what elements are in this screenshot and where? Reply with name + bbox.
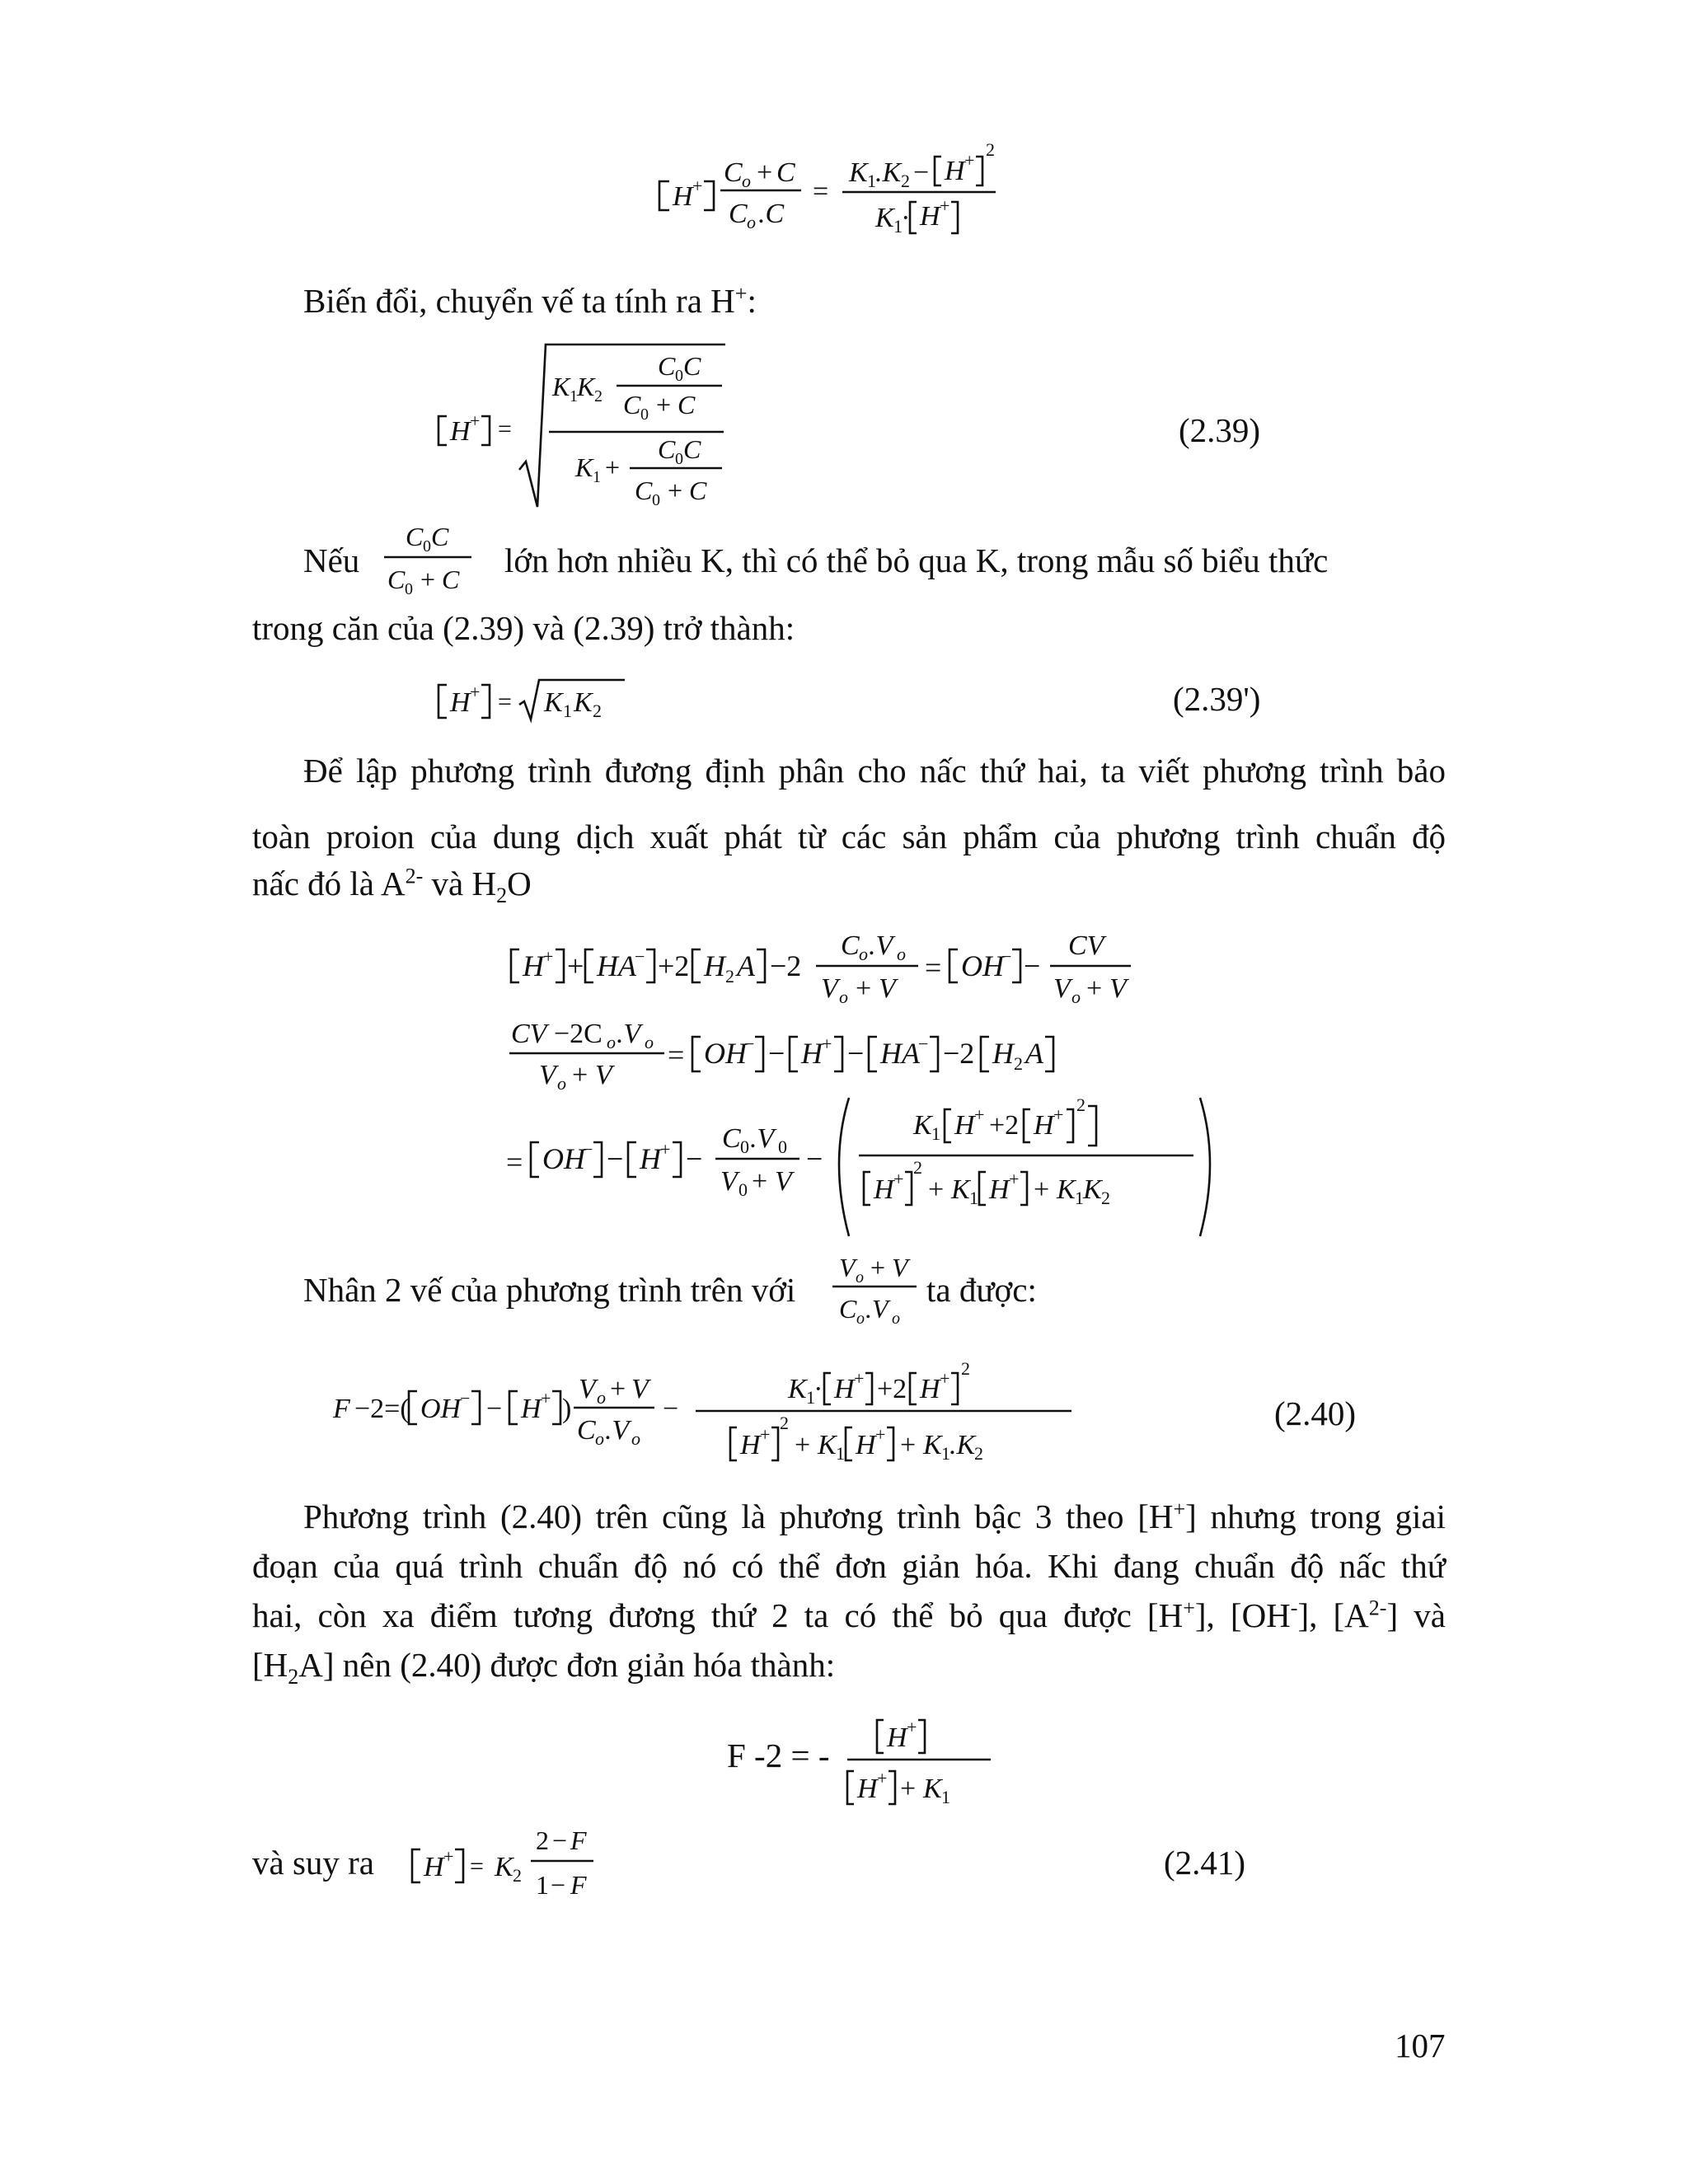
svg-text:C: C — [722, 1123, 741, 1154]
svg-text:+: + — [543, 946, 554, 967]
svg-text:OH: OH — [704, 1037, 747, 1070]
svg-text:1: 1 — [593, 468, 601, 486]
equation-proton-balance — [503, 915, 1228, 1253]
svg-text:+: + — [605, 452, 621, 482]
svg-text:H: H — [640, 1142, 661, 1175]
svg-text:H: H — [992, 1037, 1014, 1070]
svg-text:1: 1 — [563, 701, 572, 721]
svg-text:K: K — [875, 203, 894, 233]
svg-text:=: = — [925, 951, 942, 984]
svg-text:+: + — [752, 1166, 768, 1197]
svg-text:C: C — [839, 1294, 857, 1324]
svg-text:−: − — [607, 1142, 624, 1175]
paragraph-3-line1: Để lập phương trình đương định phân cho nấc thứ hai, ta viết phương trình bảo — [303, 752, 1446, 790]
svg-text:−: − — [1001, 946, 1012, 967]
paragraph-5-line1: Phương trình (2.40) trên cũng là phương trình bậc 3 theo [H+] nhưng trong giai — [303, 1497, 1446, 1535]
svg-text:+: + — [870, 1253, 886, 1282]
svg-text:CV: CV — [1068, 930, 1104, 961]
svg-text:o: o — [892, 1310, 900, 1328]
svg-text:V: V — [821, 973, 838, 1004]
inline-fraction-vo-v — [828, 1249, 926, 1331]
svg-text:K: K — [788, 1374, 807, 1404]
svg-text:o: o — [859, 944, 868, 964]
svg-text:+: + — [760, 1424, 771, 1445]
svg-text:1: 1 — [1075, 1188, 1084, 1208]
svg-text:−2C: −2C — [554, 1019, 603, 1049]
svg-text:.C: .C — [758, 199, 785, 229]
svg-text:C: C — [724, 157, 743, 188]
equation-2-39-prime — [429, 672, 643, 729]
svg-text:o: o — [645, 1032, 654, 1052]
svg-text:C: C — [729, 199, 748, 229]
svg-text:K: K — [577, 372, 595, 401]
svg-text:2: 2 — [513, 1865, 522, 1886]
svg-text:+: + — [795, 1430, 811, 1460]
svg-text:+: + — [656, 390, 672, 419]
svg-text:2: 2 — [725, 966, 734, 987]
svg-text:A: A — [1025, 1037, 1043, 1070]
svg-text:1: 1 — [806, 1387, 815, 1408]
paragraph-4-end: ta được: — [926, 1271, 1037, 1309]
svg-text:C: C — [678, 390, 696, 419]
svg-text:A: A — [737, 949, 755, 982]
svg-text:−: − — [913, 157, 930, 188]
equation-top — [651, 136, 1047, 255]
svg-text:F: F — [570, 1825, 587, 1855]
svg-text:H: H — [874, 1174, 894, 1205]
svg-text:2: 2 — [986, 139, 995, 160]
svg-text:1: 1 — [941, 1787, 950, 1807]
svg-text:.V: .V — [617, 1019, 641, 1049]
svg-text:+: + — [470, 682, 481, 702]
svg-text:−: − — [552, 1825, 568, 1855]
svg-text:−: − — [847, 1037, 865, 1070]
svg-text:+: + — [668, 476, 683, 505]
svg-text:·: · — [902, 203, 909, 233]
svg-text:o: o — [595, 1428, 604, 1449]
svg-text:+2: +2 — [989, 1110, 1020, 1141]
svg-text:+: + — [875, 1424, 886, 1445]
svg-text:H: H — [424, 1852, 444, 1882]
svg-text:H: H — [989, 1174, 1010, 1205]
paragraph-1: Biến đổi, chuyển vế ta tính ra H+: — [303, 281, 757, 320]
svg-text:OH: OH — [542, 1142, 585, 1175]
svg-text:H: H — [856, 1430, 876, 1460]
svg-text:1: 1 — [969, 1188, 978, 1208]
svg-text:−: − — [918, 1033, 929, 1054]
paragraph-4-start: Nhân 2 vế của phương trình trên với — [303, 1271, 796, 1309]
svg-text:−: − — [583, 1139, 593, 1160]
svg-text:V: V — [879, 973, 896, 1004]
svg-text:−: − — [806, 1142, 823, 1175]
svg-text:o: o — [607, 1032, 616, 1052]
svg-text:H: H — [920, 1374, 940, 1404]
svg-text:+: + — [854, 1368, 865, 1389]
svg-text:K: K — [849, 157, 868, 188]
svg-text:C: C — [658, 434, 676, 464]
svg-text:=: = — [668, 1038, 685, 1071]
svg-text:H: H — [857, 1774, 878, 1804]
svg-text:2: 2 — [1014, 1053, 1023, 1074]
svg-text:C: C — [689, 476, 707, 505]
svg-text:−2: −2 — [770, 949, 802, 982]
svg-text:K: K — [951, 1174, 970, 1205]
svg-text:=: = — [506, 1146, 523, 1179]
svg-text:+: + — [964, 150, 975, 171]
svg-text:K: K — [1057, 1174, 1076, 1205]
svg-text:.V: .V — [865, 1294, 889, 1324]
svg-text:.V: .V — [605, 1415, 630, 1446]
equation-label-2-40: (2.40) — [1274, 1394, 1357, 1432]
svg-text:OH: OH — [420, 1394, 462, 1424]
svg-text:+2: +2 — [877, 1374, 907, 1404]
svg-text:+: + — [1034, 1174, 1050, 1205]
svg-text:−: − — [635, 946, 645, 967]
svg-text:1: 1 — [941, 1443, 950, 1464]
svg-text:H: H — [887, 1722, 907, 1753]
svg-text:+: + — [940, 1368, 950, 1389]
svg-text:+: + — [572, 1060, 588, 1090]
svg-text:H: H — [834, 1374, 855, 1404]
svg-text:V: V — [579, 1374, 596, 1404]
svg-text:+: + — [974, 1104, 985, 1125]
svg-text:0: 0 — [405, 580, 413, 598]
svg-text:HA: HA — [880, 1037, 920, 1070]
svg-text:H: H — [954, 1110, 975, 1141]
svg-text:2: 2 — [536, 1825, 549, 1855]
svg-text:+: + — [420, 565, 436, 594]
svg-text:H: H — [801, 1037, 823, 1070]
svg-text:2: 2 — [913, 1157, 922, 1178]
svg-text:HA: HA — [597, 949, 636, 982]
svg-text:−: − — [460, 1388, 471, 1408]
svg-text:C: C — [683, 351, 701, 381]
equation-2-40 — [330, 1352, 1088, 1475]
svg-text:o: o — [856, 1310, 865, 1328]
svg-text:o: o — [897, 944, 906, 964]
svg-text:H: H — [704, 949, 725, 982]
equation-label-2-39-prime: (2.39') — [1173, 680, 1261, 718]
svg-text:K: K — [913, 1110, 932, 1141]
svg-text:K: K — [923, 1774, 942, 1804]
svg-text:V: V — [720, 1166, 738, 1197]
svg-text:o: o — [747, 212, 756, 232]
svg-text:0: 0 — [740, 1137, 749, 1157]
svg-text:−2: −2 — [943, 1037, 975, 1070]
svg-text:0: 0 — [652, 491, 660, 509]
svg-text:V: V — [775, 1166, 792, 1197]
svg-text:H: H — [523, 949, 544, 982]
svg-text:−: − — [551, 1870, 566, 1900]
svg-text:H: H — [1034, 1110, 1054, 1141]
svg-text:o: o — [557, 1073, 566, 1094]
svg-text:H: H — [450, 687, 471, 718]
equation-label-2-39: (2.39) — [1179, 411, 1261, 449]
simplified-eq-fraction — [842, 1710, 1007, 1809]
svg-text:+: + — [757, 157, 773, 188]
svg-text:+: + — [443, 1846, 454, 1867]
svg-text:+: + — [940, 195, 950, 216]
svg-text:C: C — [431, 522, 449, 551]
svg-text:+: + — [856, 973, 872, 1004]
svg-text:=: = — [498, 688, 512, 715]
svg-text:C: C — [841, 930, 860, 961]
svg-text:0: 0 — [675, 367, 683, 385]
svg-text:+: + — [877, 1768, 888, 1788]
svg-text:): ) — [562, 1394, 572, 1424]
svg-text:1: 1 — [836, 1443, 845, 1464]
svg-text:1: 1 — [931, 1123, 940, 1144]
svg-text:−: − — [686, 1142, 703, 1175]
svg-text:K: K — [574, 687, 593, 718]
paragraph-3-line3: nấc đó là $A^{2-}$ và $H_2O$ — [252, 864, 532, 908]
svg-text:2: 2 — [961, 1358, 970, 1379]
svg-text:C: C — [442, 565, 460, 594]
svg-text:+2: +2 — [658, 949, 690, 982]
svg-text:−: − — [1024, 949, 1041, 982]
svg-text:+: + — [1009, 1169, 1020, 1189]
simplified-eq-lhs: F -2 = - — [727, 1736, 830, 1774]
inline-fraction-c0c — [379, 519, 478, 602]
svg-text:V: V — [631, 1374, 649, 1404]
svg-text:+: + — [928, 1174, 945, 1205]
svg-text:1: 1 — [536, 1870, 549, 1900]
svg-text:o: o — [856, 1268, 864, 1286]
paragraph-2-end: lớn hơn nhiều K, thì có thể bỏ qua K, trong mẫu số biểu thức — [504, 541, 1329, 579]
svg-text:+: + — [900, 1430, 917, 1460]
svg-text:2: 2 — [1076, 1094, 1085, 1115]
svg-text:K: K — [544, 687, 563, 718]
svg-text:2: 2 — [594, 387, 603, 405]
equation-2-39 — [429, 338, 742, 519]
svg-text:+: + — [893, 1169, 904, 1189]
svg-text:C: C — [406, 522, 424, 551]
svg-text:o: o — [839, 987, 848, 1007]
svg-text:+: + — [900, 1774, 917, 1804]
svg-text:+: + — [470, 410, 481, 431]
svg-text:C: C — [683, 434, 701, 464]
svg-text:C: C — [776, 157, 795, 188]
svg-text:1: 1 — [893, 216, 903, 237]
svg-text:−: − — [486, 1394, 503, 1424]
svg-text:F: F — [333, 1394, 350, 1424]
svg-text:+: + — [1086, 973, 1103, 1004]
svg-text:V: V — [1053, 973, 1071, 1004]
svg-text:V: V — [539, 1060, 556, 1090]
svg-text:.K: .K — [950, 1430, 976, 1460]
svg-text:1: 1 — [867, 171, 876, 191]
svg-text:0: 0 — [675, 450, 683, 468]
svg-text:H: H — [920, 201, 940, 232]
page-number: 107 — [1395, 2027, 1446, 2064]
svg-text:CV: CV — [511, 1019, 547, 1049]
svg-text:K: K — [495, 1852, 513, 1882]
equation-2-41 — [404, 1813, 651, 1912]
svg-text:C: C — [635, 476, 653, 505]
svg-text:H: H — [450, 416, 471, 447]
svg-text:C: C — [623, 390, 641, 419]
paragraph-2-line2: trong căn của (2.39) và (2.39) trở thành: — [252, 609, 795, 647]
svg-text:K: K — [1083, 1174, 1102, 1205]
svg-text:2: 2 — [593, 701, 602, 721]
svg-text:V: V — [1109, 973, 1127, 1004]
svg-text:2: 2 — [780, 1413, 789, 1433]
svg-text:0: 0 — [738, 1179, 748, 1200]
svg-text:.K: .K — [875, 157, 902, 188]
svg-text:V: V — [595, 1060, 612, 1090]
svg-text:K: K — [575, 452, 593, 482]
paragraph-5-line2: đoạn của quá trình chuẩn độ nó có thể đơn giản hóa. Khi đang chuẩn độ nấc thứ — [252, 1547, 1446, 1585]
svg-text:V: V — [839, 1253, 856, 1282]
svg-text:−: − — [744, 1033, 755, 1054]
paragraph-5-line4: $[H_2A]$ nên (2.40) được đơn giản hóa thành: — [252, 1646, 836, 1690]
svg-text:2: 2 — [1101, 1188, 1110, 1208]
svg-text:0: 0 — [423, 537, 431, 555]
svg-text:o: o — [631, 1428, 640, 1449]
svg-text:−2=(: −2=( — [354, 1394, 410, 1424]
svg-text:+: + — [1053, 1104, 1064, 1125]
svg-text:C: C — [387, 565, 406, 594]
svg-text:+: + — [822, 1033, 832, 1054]
svg-text:H: H — [945, 156, 965, 186]
paragraph-2-start: Nếu — [303, 541, 360, 579]
svg-text:+: + — [660, 1139, 671, 1160]
equation-label-2-41: (2.41) — [1164, 1844, 1246, 1882]
svg-text:−: − — [768, 1037, 785, 1070]
svg-text:C: C — [658, 351, 676, 381]
svg-text:=: = — [813, 176, 829, 207]
paragraph-6: và suy ra — [252, 1844, 375, 1882]
svg-text:H: H — [673, 181, 693, 212]
svg-text:·: · — [814, 1374, 822, 1404]
paragraph-5-line3: hai, còn xa điểm tương đương thứ 2 ta có thể bỏ qua được [H+], [OH-], $[A^{2-}]$ và — [252, 1596, 1446, 1634]
svg-text:K: K — [923, 1430, 942, 1460]
svg-text:.V: .V — [750, 1123, 775, 1154]
svg-text:0: 0 — [640, 405, 649, 424]
svg-text:=: = — [470, 1853, 484, 1880]
svg-text:K: K — [818, 1430, 837, 1460]
svg-text:F: F — [570, 1870, 587, 1900]
svg-text:+: + — [610, 1374, 626, 1404]
svg-text:C: C — [577, 1415, 596, 1446]
svg-text:0: 0 — [778, 1137, 787, 1157]
svg-text:+: + — [567, 949, 584, 982]
svg-text:2: 2 — [901, 171, 910, 191]
svg-text:+: + — [907, 1717, 917, 1737]
svg-text:o: o — [742, 171, 751, 191]
svg-text:=: = — [498, 415, 512, 443]
svg-text:H: H — [740, 1430, 761, 1460]
svg-text:1: 1 — [570, 387, 578, 405]
paragraph-3-line2: toàn proion của dung dịch xuất phát từ các sản phẩm của phương trình chuẩn độ — [252, 818, 1446, 855]
svg-text:−: − — [663, 1394, 679, 1424]
svg-text:+: + — [541, 1388, 551, 1408]
svg-text:o: o — [597, 1387, 606, 1408]
svg-text:OH: OH — [961, 949, 1004, 982]
svg-text:+: + — [692, 176, 703, 196]
svg-text:H: H — [521, 1394, 542, 1424]
svg-text:o: o — [1071, 987, 1081, 1007]
svg-text:K: K — [552, 372, 570, 401]
svg-text:2: 2 — [974, 1443, 983, 1464]
svg-text:V: V — [892, 1253, 908, 1282]
svg-text:.V: .V — [869, 930, 893, 961]
